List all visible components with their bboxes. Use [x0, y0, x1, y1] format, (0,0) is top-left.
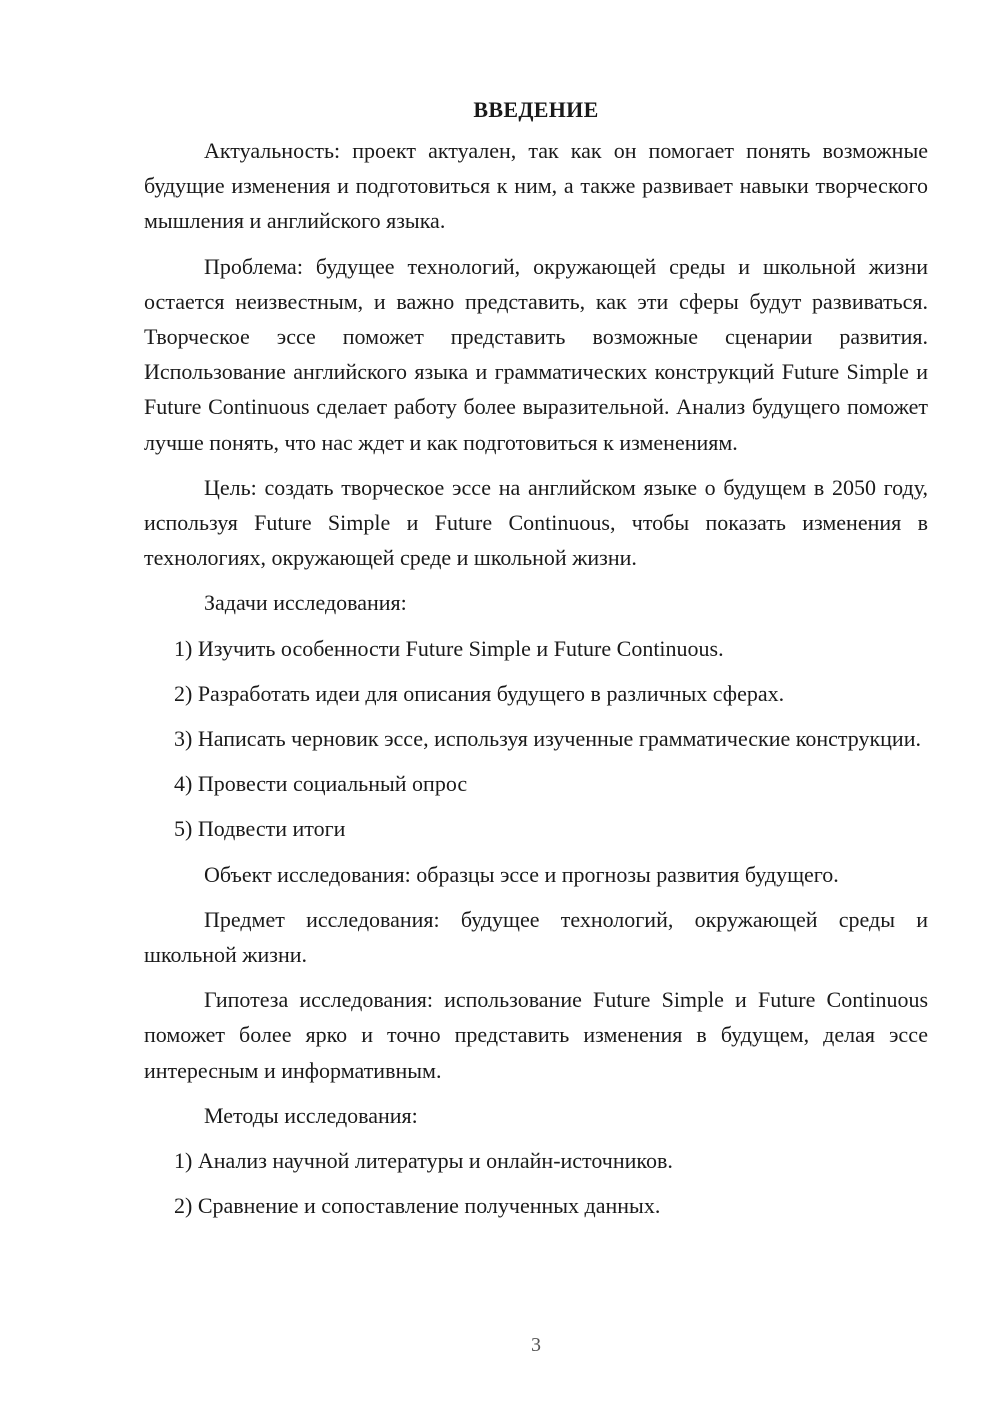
task-item: 1) Изучить особенности Future Simple и Future Continuous.	[174, 635, 724, 661]
page-number: 3	[531, 1334, 541, 1356]
goal-paragraph: Цель: создать творческое эссе на английском языке о будущем в 2050 году, используя Future Simple и Future Continuous, чтобы показать изменения в технологиях, окружающей среде и школьной жизни.	[144, 474, 928, 571]
method-item: 1) Анализ научной литературы и онлайн-источников.	[174, 1148, 673, 1174]
tasks-title: Задачи исследования:	[204, 590, 407, 616]
task-item: 4) Провести социальный опрос	[174, 771, 468, 797]
task-item: 3) Написать черновик эссе, используя изученные грамматические конструкции.	[174, 726, 921, 752]
hypothesis-paragraph: Гипотеза исследования: использование Future Simple и Future Continuous поможет более ярко и точно представить изменения в будущем, делая эссе интересным и информативным.	[144, 987, 928, 1083]
relevance-paragraph: Актуальность: проект актуален, так как он помогает понять возможные будущие изменения и подготовиться к ним, а также развивает навыки творческого мышления и английского языка.	[144, 138, 928, 234]
object-paragraph: Объект исследования: образцы эссе и прогнозы развития будущего.	[204, 861, 839, 887]
subject-paragraph: Предмет исследования: будущее технологий, окружающей среды и школьной жизни.	[144, 906, 928, 968]
task-item: 2) Разработать идеи для описания будущего в различных сферах.	[174, 680, 785, 706]
method-item: 2) Сравнение и сопоставление полученных данных.	[174, 1193, 661, 1219]
section-heading: ВВЕДЕНИЕ	[473, 97, 599, 122]
problem-paragraph: Проблема: будущее технологий, окружающей среды и школьной жизни остается неизвестным, и важно представить, как эти сферы будут развиваться. Творческое эссе поможет представить возможные сценарии развития. Использование английского языка и грамматических конструкций Future Simple и Future Continuous сделает работу более выразительной. Анализ будущего поможет лучше понять, что нас ждет и как подготовиться к изменениям.	[144, 253, 928, 455]
methods-title: Методы исследования:	[204, 1102, 418, 1128]
page-content	[144, 92, 928, 1233]
task-item: 5) Подвести итоги	[174, 816, 346, 842]
